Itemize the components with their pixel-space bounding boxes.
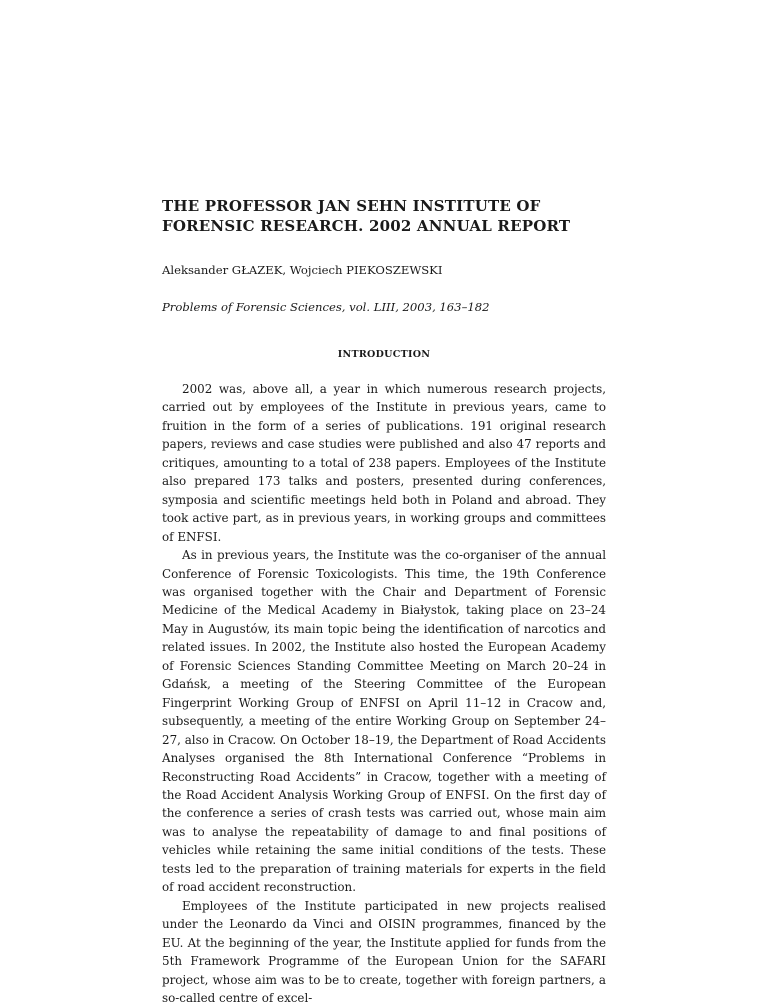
body-paragraph: 2002 was, above all, a year in which numerous research projects, carried out by employees of the Institute in previous years, came to fruition in the form of a series of publications. 191 original research papers, reviews and case studies were published and also 47 reports and critiques, amounting to a total of 238 papers. Employees of the Institute also prepared 173 talks and posters, presented during conferences, symposia and scientific meetings held both in Poland and abroad. They took active part, as in previous years, in working groups and committees of ENFSI.: [162, 382, 606, 544]
body-paragraph: As in previous years, the Institute was the co-organiser of the annual Conference of Forensic Toxicologists. This time, the 19th Conference was organised together with the Chair and Department of Forensic Medicine of the Medical Academy in Białystok, taking place on 23–24 May in Augustów, its main topic being the identification of narcotics and related issues. In 2002, the Institute also hosted the European Academy of Forensic Sciences Standing Committee Meeting on March 20–24 in Gdańsk, a meeting of the Steering Committee of the European Fingerprint Working Group of ENFSI on April 11–12 in Cracow and, subsequently, a meeting of the entire Working Group on September 24–27, also in Cracow. On October 18–19, the Department of Road Accidents Analyses organised the 8th International Conference “Problems in Reconstructing Road Accidents” in Cracow, together with a meeting of the Road Accident Analysis Working Group of ENFSI. On the first day of the conference a series of crash tests was carried out, whose main aim was to analyse the repeatability of damage to and final positions of vehicles while retaining the same initial conditions of the tests. These tests led to the preparation of training materials for experts in the field of road accident reconstruction.: [162, 548, 606, 895]
body-paragraph: Employees of the Institute participated in new projects realised under the Leonardo da Vinci and OISIN programmes, financed by the EU. At the beginning of the year, the Institute applied for funds from the 5th Framework Programme of the European Union for the SAFARI project, whose aim was to be to create, together with foreign partners, a so-called centre of excel-: [162, 898, 606, 1005]
article-authors: Aleksander GŁAZEK, Wojciech PIEKOSZEWSKI: [162, 263, 443, 277]
article-body: [162, 380, 606, 1007]
section-heading-introduction: INTRODUCTION: [337, 349, 431, 360]
article-title: THE PROFESSOR JAN SEHN INSTITUTE OF FORENSIC RESEARCH. 2002 ANNUAL REPORT: [162, 197, 571, 235]
article-source-citation: Problems of Forensic Sciences, vol. LIII, 2003, 163–182: [162, 300, 490, 314]
